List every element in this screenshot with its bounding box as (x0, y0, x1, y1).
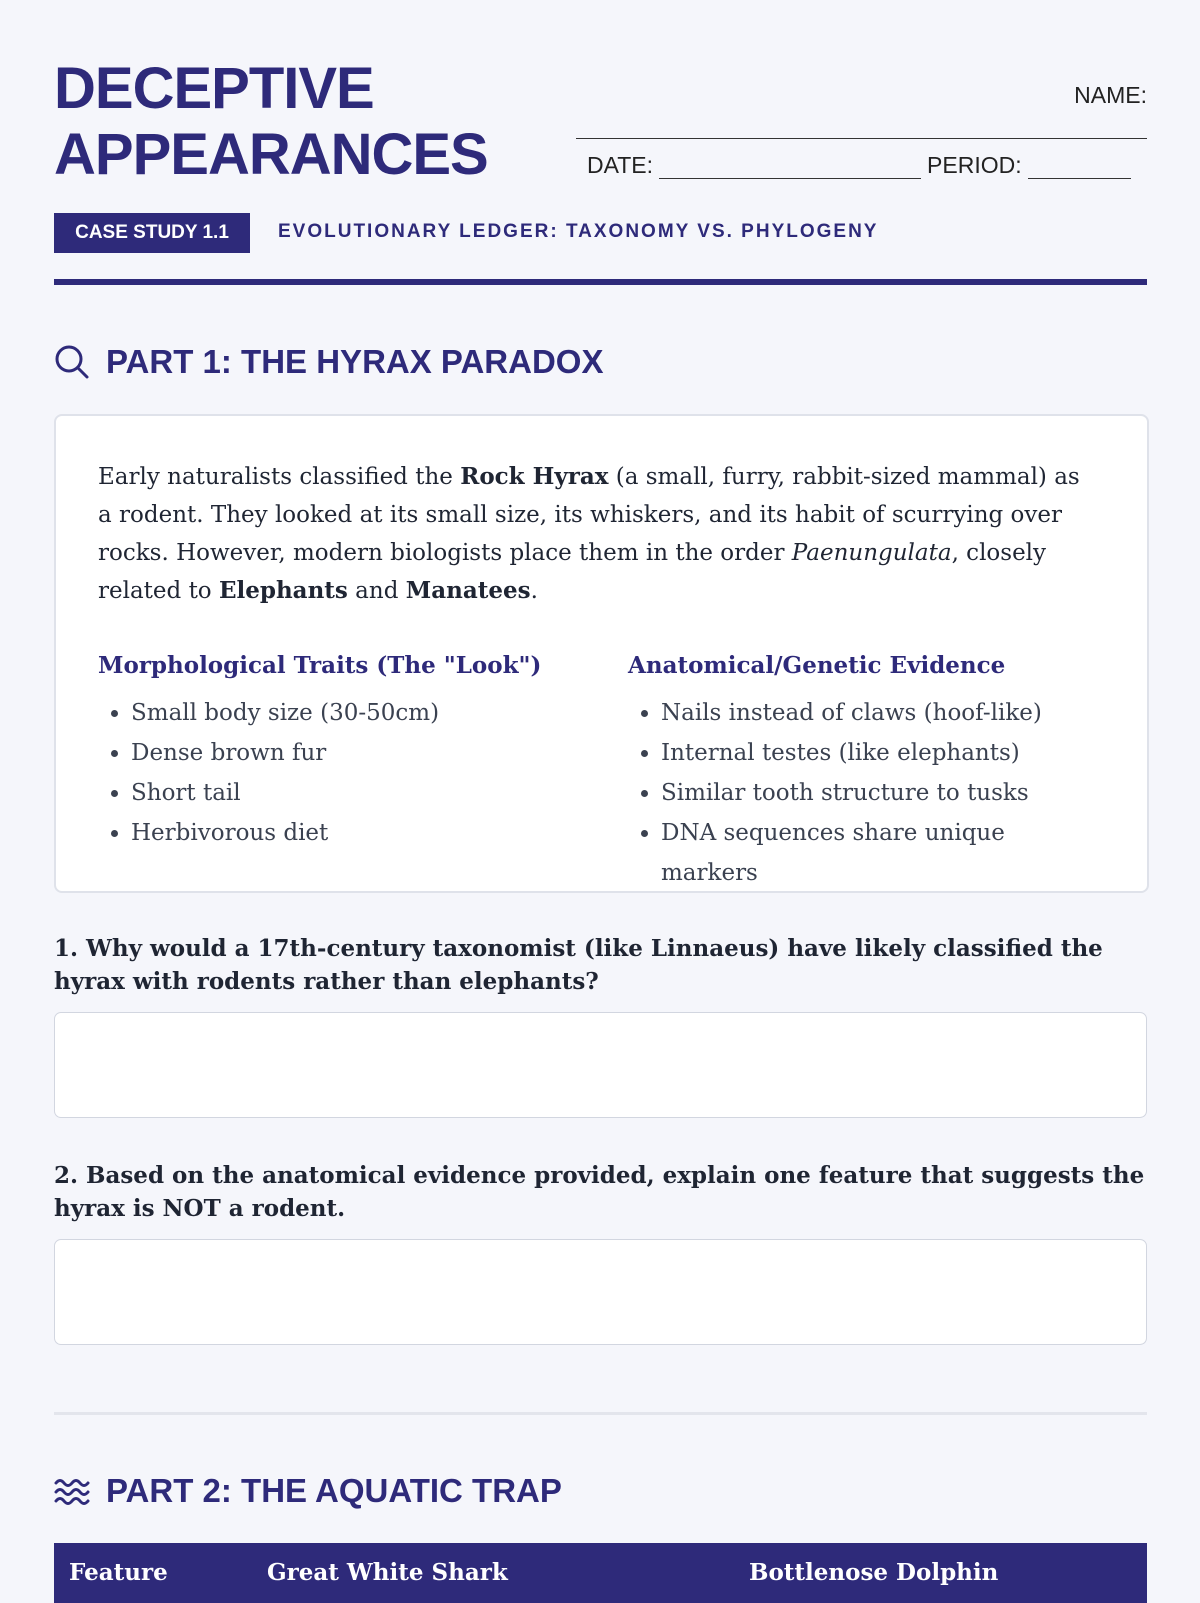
morphological-traits-heading: Morphological Traits (The "Look") (98, 652, 542, 679)
genetic-evidence-column (628, 652, 1108, 893)
date-label: DATE: (587, 152, 654, 178)
table-header-dolphin: Bottlenose Dolphin (749, 1559, 999, 1586)
title-line-1: DECEPTIVE (54, 56, 374, 121)
table-header-shark: Great White Shark (267, 1559, 508, 1586)
part1-heading-text: PART 1: THE HYRAX PARADOX (106, 343, 604, 380)
header-rule (54, 279, 1147, 285)
list-item: • Small body size (30-50cm) (131, 693, 578, 733)
list-item: • Nails instead of claws (hoof-like) (661, 693, 1108, 733)
period-label: PERIOD: (927, 152, 1022, 178)
genetic-evidence-list (628, 693, 1108, 893)
question-1: 1. Why would a 17th-century taxonomist (like Linnaeus) have likely classified the hyrax with rodents rather than elephants? (54, 935, 1103, 995)
part2-heading (54, 1472, 562, 1510)
list-item: • Herbivorous diet (131, 813, 578, 853)
section-divider (54, 1412, 1147, 1415)
comparison-table-header (54, 1543, 1147, 1603)
answer-box-2[interactable] (54, 1239, 1147, 1345)
hyrax-info-card (54, 414, 1149, 893)
name-label: NAME: (1074, 82, 1147, 108)
date-field[interactable] (659, 156, 921, 179)
period-field[interactable] (1028, 156, 1131, 179)
part2-heading-text: PART 2: THE AQUATIC TRAP (106, 1472, 562, 1509)
part1-heading (54, 343, 603, 381)
title-line-2: APPEARANCES (54, 122, 488, 187)
morphological-traits-list (98, 693, 578, 853)
table-header-feature: Feature (69, 1559, 168, 1586)
list-item: • Internal testes (like elephants) (661, 733, 1108, 773)
worksheet-subtitle: EVOLUTIONARY LEDGER: TAXONOMY VS. PHYLOGENY (278, 221, 879, 242)
list-item: • DNA sequences share unique markers (661, 813, 1108, 893)
name-field[interactable] (576, 80, 1147, 139)
genetic-evidence-heading: Anatomical/Genetic Evidence (628, 652, 1006, 679)
list-item: • Short tail (131, 773, 578, 813)
waves-icon (54, 1473, 90, 1509)
answer-box-1[interactable] (54, 1012, 1147, 1118)
search-icon (54, 344, 90, 380)
case-study-badge: CASE STUDY 1.1 (54, 213, 250, 253)
list-item: • Dense brown fur (131, 733, 578, 773)
question-2: 2. Based on the anatomical evidence provided, explain one feature that suggests the hyrax is NOT a rodent. (54, 1162, 1145, 1222)
morphological-traits-column (98, 652, 578, 853)
hyrax-intro: Early naturalists classified the Rock Hyrax (a small, furry, rabbit-sized mammal) as a rodent. They looked at its small size, its whiskers, and its habit of scurrying over rocks. However, modern biologists place them in the order Paenungulata, closely related to Elephants and Manatees. (98, 463, 1080, 604)
date-period-row (587, 152, 1147, 179)
list-item: • Similar tooth structure to tusks (661, 773, 1108, 813)
worksheet-title (54, 56, 488, 188)
